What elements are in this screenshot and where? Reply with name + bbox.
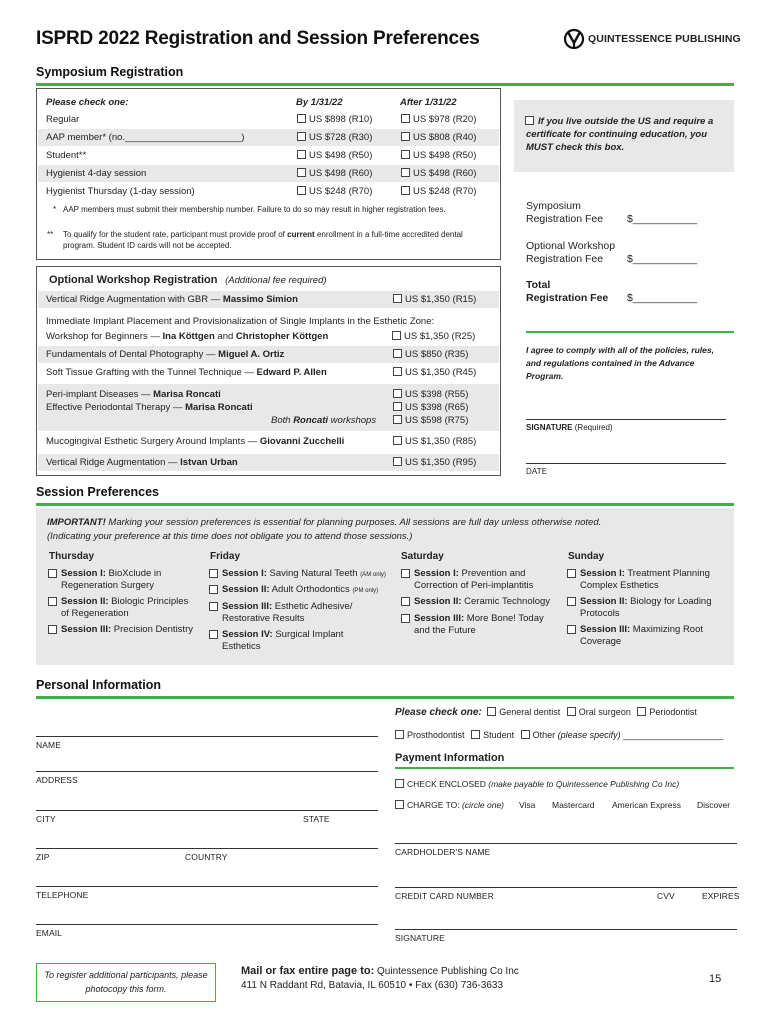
note-star: * (53, 205, 57, 214)
session-item[interactable] (209, 601, 359, 625)
zip-country-field[interactable] (36, 848, 378, 849)
day-saturday: Saturday (401, 551, 444, 562)
card-option-amex[interactable]: American Express (612, 800, 681, 810)
workshop-and: and (214, 331, 236, 342)
rate-label: Student** (46, 150, 87, 161)
session-item[interactable] (48, 596, 198, 620)
profession-checkbox[interactable] (395, 730, 404, 739)
roncati-prices (393, 388, 468, 427)
workshop-title: Workshop for Beginners — (46, 331, 163, 342)
date-label: DATE (526, 467, 548, 476)
agree-text: I agree to comply with all of the policies, rules, and regulations contained in the Advance Program. (526, 345, 714, 381)
payment-signature-field[interactable] (395, 929, 737, 930)
workshop-title: Immediate Implant Placement and Provisionalization of Single Implants in the Esthetic Zone: (46, 316, 435, 327)
section-divider (36, 696, 734, 699)
card-option-visa[interactable]: Visa (519, 800, 536, 810)
workshop-title: Fundamentals of Dental Photography — (46, 349, 219, 360)
important-label: IMPORTANT! (47, 517, 106, 528)
session-text: Maximizing Root Coverage (580, 624, 704, 647)
early-checkbox[interactable] (297, 186, 306, 195)
cardholder-label: CARDHOLDER'S NAME (395, 847, 491, 857)
session-item[interactable] (401, 613, 561, 637)
rate-label: Hygienist 4-day session (46, 168, 147, 179)
sessions-box (36, 508, 734, 665)
workshop-title: Effective Periodontal Therapy — (46, 402, 186, 413)
session-checkbox[interactable] (209, 602, 218, 611)
workshop-sub: (Additional fee required) (225, 275, 327, 286)
session-item[interactable] (48, 624, 208, 636)
workshop-header (49, 274, 327, 286)
late-column-header: After 1/31/22 (400, 97, 457, 108)
card-option-discover[interactable]: Discover (697, 800, 731, 810)
check-one-label: Please check one: (46, 97, 129, 108)
workshop-price: US $398 (R65) (405, 402, 469, 413)
early-column-header: By 1/31/22 (296, 97, 343, 108)
address-field[interactable] (36, 771, 378, 772)
card-number-field[interactable] (395, 887, 737, 888)
workshop-checkbox[interactable] (393, 457, 402, 466)
session-checkbox[interactable] (48, 597, 57, 606)
early-price: US $498 (R60) (309, 168, 373, 179)
telephone-field[interactable] (36, 886, 378, 887)
late-price: US $248 (R70) (413, 186, 477, 197)
session-item[interactable] (401, 596, 571, 608)
personal-heading: Personal Information (36, 678, 162, 692)
profession-row-1 (395, 707, 697, 718)
email-field[interactable] (36, 924, 378, 925)
profession-option: Periodontist (649, 707, 697, 717)
important-note (47, 516, 727, 544)
session-text: Biology for Loading Protocols (580, 596, 712, 619)
symposium-box (36, 88, 501, 260)
workshop-fee-label (526, 240, 615, 266)
mail-address: 411 N Raddant Rd, Batavia, IL 60510 • Fax (630) 736-3633 (241, 980, 504, 991)
fee-label-line: Registration Fee (526, 253, 604, 265)
session-text: Surgical Implant Esthetics (222, 629, 344, 652)
workshop-box (36, 266, 501, 476)
session-num: Session II: (414, 596, 462, 607)
workshop-price: US $1,350 (R45) (405, 367, 477, 378)
country-label: COUNTRY (185, 852, 228, 862)
sessions-heading: Session Preferences (36, 485, 159, 499)
page-title: ISPRD 2022 Registration and Session Preferences (36, 28, 480, 49)
fee-label-line: Registration Fee (526, 292, 609, 304)
name-field[interactable] (36, 736, 378, 737)
fee-label-line: Total (526, 279, 551, 291)
both-speaker: Roncati (293, 415, 329, 426)
session-checkbox[interactable] (48, 569, 57, 578)
workshop-checkbox[interactable] (393, 389, 402, 398)
early-checkbox[interactable] (297, 132, 306, 141)
late-price: US $978 (R20) (413, 114, 477, 125)
workshop-checkbox[interactable] (393, 349, 402, 358)
workshop-row (38, 291, 499, 308)
state-label: STATE (303, 814, 330, 824)
telephone-label: TELEPHONE (36, 890, 89, 900)
workshop-checkbox[interactable] (393, 367, 402, 376)
workshop-checkbox[interactable] (393, 436, 402, 445)
other-note: (please specify) (557, 730, 621, 740)
symposium-fee-input[interactable]: $___________ (627, 213, 698, 225)
email-label: EMAIL (36, 928, 63, 938)
session-item[interactable] (567, 568, 727, 592)
session-text: Saving Natural Teeth (269, 568, 358, 579)
session-num: Session I: (580, 568, 625, 579)
session-item[interactable] (209, 629, 359, 653)
outside-us-text: If you live outside the US and require a certificate for continuing education, you MUST check this box. (526, 116, 714, 153)
session-checkbox[interactable] (209, 569, 218, 578)
early-checkbox[interactable] (297, 150, 306, 159)
city-label: CITY (36, 814, 56, 824)
payment-divider (395, 767, 734, 769)
session-num: Session II: (222, 584, 270, 595)
session-item[interactable] (209, 568, 394, 581)
workshop-price: US $1,350 (R85) (405, 436, 477, 447)
session-item[interactable] (48, 568, 198, 592)
roncati-titles (46, 388, 253, 414)
student-note-emphasis: current (287, 230, 315, 239)
total-fee-input[interactable]: $___________ (627, 292, 698, 304)
rate-label: Hygienist Thursday (1-day session) (46, 186, 195, 197)
card-option-mastercard[interactable]: Mastercard (552, 800, 595, 810)
workshop-speaker: Massimo Simion (222, 294, 298, 305)
charge-note: (circle one) (461, 800, 505, 810)
session-item[interactable] (567, 624, 717, 648)
workshop-speaker: Marisa Roncati (185, 402, 253, 413)
session-text: Ceramic Technology (464, 596, 551, 607)
session-checkbox[interactable] (401, 614, 410, 623)
late-price: US $498 (R60) (413, 168, 477, 179)
workshop-row (38, 364, 499, 381)
both-roncati-label (271, 414, 376, 427)
workshop-speaker: Ina Köttgen (162, 331, 215, 342)
important-text: Marking your session preferences is essential for planning purposes. All sessions are full day unless otherwise noted. (105, 517, 602, 528)
workshop-checkbox[interactable] (393, 294, 402, 303)
rate-row (38, 129, 499, 146)
both-text: Both (271, 415, 294, 426)
workshop-row (38, 346, 499, 363)
workshop-fee-input[interactable]: $___________ (627, 253, 698, 265)
session-num: Session III: (580, 624, 631, 635)
session-num: Session III: (61, 624, 112, 635)
publisher-name: QUINTESSENCE PUBLISHING (588, 33, 741, 45)
note-star: ** (47, 230, 54, 239)
session-text: More Bone! Today and the Future (414, 613, 544, 636)
session-num: Session I: (61, 568, 106, 579)
session-text: Biologic Principles of Regeneration (61, 596, 189, 619)
session-text: BioXclude in Regeneration Surgery (61, 568, 162, 591)
mail-label: Mail or fax entire page to: (241, 965, 375, 977)
session-item[interactable] (401, 568, 561, 592)
card-number-label: CREDIT CARD NUMBER (395, 891, 494, 901)
fee-label-line: Registration Fee (526, 213, 604, 225)
signature-line[interactable] (526, 419, 726, 420)
session-checkbox[interactable] (567, 597, 576, 606)
early-price: US $728 (R30) (309, 132, 373, 143)
session-num: Session III: (414, 613, 465, 624)
cvv-label: CVV (657, 891, 675, 901)
symposium-heading: Symposium Registration (36, 65, 184, 79)
payment-signature-label: SIGNATURE (395, 933, 445, 943)
expires-label: EXPIRES (702, 891, 740, 901)
late-price: US $498 (R50) (413, 150, 477, 161)
session-text: Esthetic Adhesive/ Restorative Results (222, 601, 353, 624)
check-enclosed-checkbox[interactable] (395, 779, 404, 788)
workshop-price: US $398 (R55) (405, 389, 469, 400)
profession-option: Prosthodontist (407, 730, 465, 740)
late-checkbox[interactable] (401, 168, 410, 177)
publisher-logo (563, 28, 741, 50)
session-num: Session III: (222, 601, 273, 612)
workshop-heading: Optional Workshop Registration (49, 274, 218, 286)
workshop-row (38, 433, 499, 450)
profession-option: Oral surgeon (578, 707, 631, 717)
workshop-price: US $1,350 (R95) (405, 457, 477, 468)
day-friday: Friday (210, 551, 241, 562)
rate-label: Regular (46, 114, 80, 125)
profession-option: General dentist (499, 707, 561, 717)
student-note-text: enrollment in a full-time accredited dental program. Student ID cards will not be accepted. (63, 230, 463, 250)
session-checkbox[interactable] (209, 585, 218, 594)
profession-option: Other (532, 730, 556, 740)
session-text: Prevention and Correction of Peri-implantitis (414, 568, 534, 591)
session-text: Adult Orthodontics (271, 584, 350, 595)
session-num: Session II: (61, 596, 109, 607)
session-checkbox[interactable] (401, 569, 410, 578)
important-text: (Indicating your preference at this time does not obligate you to attend those sessions.) (47, 531, 413, 542)
aap-note: AAP members must submit their membership number. Failure to do so may result in higher registration fees. (63, 205, 446, 214)
workshop-price: US $1,350 (R25) (404, 331, 476, 342)
session-text: Precision Dentistry (113, 624, 193, 635)
workshop-title: Soft Tissue Grafting with the Tunnel Technique — (46, 367, 257, 378)
side-divider (526, 331, 734, 333)
cardholder-field[interactable] (395, 843, 737, 844)
workshop-row (38, 454, 499, 471)
workshop-title: Peri-implant Diseases — (46, 389, 154, 400)
early-price: US $498 (R50) (309, 150, 373, 161)
section-divider (36, 503, 734, 506)
total-fee-label (526, 279, 608, 305)
check-enclosed-label: CHECK ENCLOSED (407, 779, 486, 789)
session-checkbox[interactable] (567, 569, 576, 578)
roncati-workshops (38, 384, 499, 431)
workshop-checkbox[interactable] (392, 331, 401, 340)
zip-label: ZIP (36, 852, 50, 862)
other-specify-input[interactable]: ____________________ (623, 730, 724, 740)
late-price: US $808 (R40) (413, 132, 477, 143)
late-checkbox[interactable] (401, 150, 410, 159)
session-num: Session I: (414, 568, 459, 579)
workshop-title: Vertical Ridge Augmentation — (46, 457, 181, 468)
rate-label: AAP member* (no.______________________) (46, 132, 245, 143)
workshop-speaker: Miguel A. Ortiz (218, 349, 285, 360)
student-note-text: To qualify for the student rate, participant must provide proof of (63, 230, 285, 239)
session-num: Session IV: (222, 629, 273, 640)
early-price: US $248 (R70) (309, 186, 373, 197)
charge-to-checkbox[interactable] (395, 800, 404, 809)
page-number: 15 (709, 973, 722, 985)
workshop-checkbox[interactable] (393, 402, 402, 411)
required-text: (Required) (574, 423, 613, 432)
day-sunday: Sunday (568, 551, 605, 562)
fee-label-line: Optional Workshop (526, 240, 616, 252)
session-checkbox[interactable] (48, 625, 57, 634)
rate-row (38, 111, 499, 128)
charge-to-row (395, 800, 740, 810)
profession-checkbox[interactable] (487, 707, 496, 716)
profession-checkbox[interactable] (567, 707, 576, 716)
charge-to-label: CHARGE TO: (407, 800, 460, 810)
workshop-title: Vertical Ridge Augmentation with GBR — (46, 294, 223, 305)
profession-checkbox[interactable] (471, 730, 480, 739)
early-price: US $898 (R10) (309, 114, 373, 125)
symposium-fee-label (526, 200, 603, 226)
workshop-title: Mucogingival Esthetic Surgery Around Implants — (46, 436, 260, 447)
address-label: ADDRESS (36, 775, 78, 785)
city-state-field[interactable] (36, 810, 378, 811)
rate-row (38, 165, 499, 182)
workshop-price: US $1,350 (R15) (405, 294, 477, 305)
early-checkbox[interactable] (297, 168, 306, 177)
rate-row (38, 147, 499, 164)
section-divider (36, 83, 734, 86)
workshop-row (46, 314, 501, 344)
profession-checkbox[interactable] (637, 707, 646, 716)
profession-check-one: Please check one: (395, 707, 482, 718)
late-checkbox[interactable] (401, 114, 410, 123)
both-text: workshops (328, 415, 377, 426)
workshop-speaker: Giovanni Zucchelli (259, 436, 345, 447)
check-enclosed-row (395, 779, 679, 789)
early-checkbox[interactable] (297, 114, 306, 123)
session-item[interactable] (567, 596, 727, 620)
session-text: Treatment Planning Complex Esthetics (580, 568, 710, 591)
day-thursday: Thursday (49, 551, 95, 562)
workshop-speaker: Marisa Roncati (153, 389, 221, 400)
session-num: Session I: (222, 568, 267, 579)
name-label: NAME (36, 740, 61, 750)
mail-company: Quintessence Publishing Co Inc (374, 966, 519, 977)
student-note (63, 229, 493, 251)
outside-us-box (514, 100, 734, 172)
session-note: (AM only) (360, 572, 386, 578)
signature-label (526, 423, 613, 432)
signature-text: SIGNATURE (526, 423, 573, 432)
session-num: Session II: (580, 596, 628, 607)
payment-heading: Payment Information (395, 752, 505, 764)
check-note: (make payable to Quintessence Publishing Co Inc) (488, 779, 680, 789)
fee-label-line: Symposium (526, 200, 581, 212)
profession-row-2 (395, 730, 723, 740)
date-line[interactable] (526, 463, 726, 464)
session-note: (PM only) (352, 588, 379, 594)
rate-row (38, 183, 499, 200)
profession-checkbox[interactable] (521, 730, 530, 739)
workshop-speaker: Christopher Köttgen (235, 331, 329, 342)
photocopy-note: To register additional participants, please photocopy this form. (36, 963, 216, 1002)
workshop-speaker: Edward P. Allen (256, 367, 327, 378)
workshop-price: US $850 (R35) (405, 349, 469, 360)
workshop-checkbox[interactable] (393, 415, 402, 424)
late-checkbox[interactable] (401, 186, 410, 195)
session-checkbox[interactable] (401, 597, 410, 606)
session-checkbox[interactable] (567, 625, 576, 634)
late-checkbox[interactable] (401, 132, 410, 141)
workshop-speaker: Istvan Urban (180, 457, 238, 468)
profession-option: Student (483, 730, 515, 740)
workshop-price: US $598 (R75) (405, 415, 469, 426)
mail-line (241, 965, 519, 977)
session-item[interactable] (209, 584, 394, 597)
session-checkbox[interactable] (209, 630, 218, 639)
quintessence-logo-icon (563, 28, 585, 50)
